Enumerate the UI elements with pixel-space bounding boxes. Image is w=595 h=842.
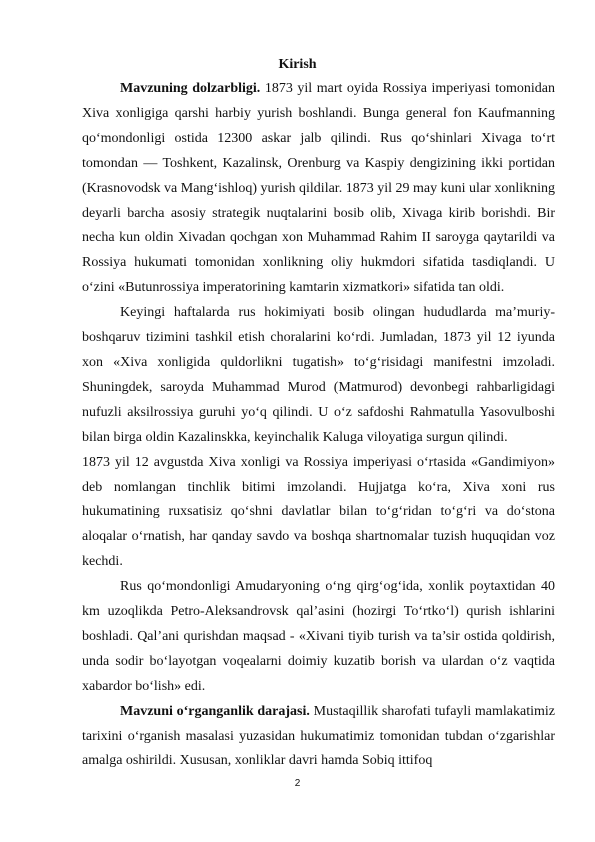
paragraph-study-level [82,700,555,775]
paragraph-text: 1873 yil mart oyida Rossiya imperiyasi tomonidan Xiva xonligiga qarshi harbiy yurish boshlandi. Bunga general fon Kaufmanning qo‘mondonligi ostida 12300 askar jalb qilindi. Rus qo‘shinlari Xivaga to‘rt tomondan — Toshkent, Kazalinsk, Orenburg va Kaspiy dengizining ikki portidan (Krasnovodsk va Mang‘ishloq) yurish qildilar. 1873 yil 29 may kuni ular xonlikning deyarli barcha asosiy strategik nuqtalarini bosib olib, Xivaga kirib borishdi. Bir necha kun oldin Xivadan qochgan xon Muhammad Rahim II saroyga qaytarildi va Rossiya hukumati tomonidan xonlikning oliy hukmdori sifatida tasdiqlandi. U o‘zini «Butunrossiya imperatorining kamtarin xizmatkori» sifatida tan oldi. [82,81,556,296]
body-text [82,77,555,774]
paragraph-administration [82,301,555,450]
paragraph-lead: Mavzuni o‘rganganlik darajasi. [120,703,310,719]
paragraph-fortress [82,575,555,700]
page-number: 2 [294,778,301,789]
paragraph-text: Mustaqillik sharofati tufayli mamlakatimiz tarixini o‘rganish masalasi yuzasidan hukumatimiz tomonidan tubdan o‘zgarishlar amalga oshirildi. Xususan, xonliklar davri hamda Sobiq ittifoq [82,703,556,769]
paragraph-lead: Mavzuning dolzarbligi. [120,81,261,96]
paragraph-text: Keyingi haftalarda rus hokimiyati bosib olingan hududlarda ma’muriy-boshqaruv tizimini tashkil etish choralarini ko‘rdi. Jumladan, 1873 yil 12 iyunda xon «Xiva xonligida quldorlikni tugatish» to‘g‘risidagi manifestni imzoladi. Shuningdek, saroyda Muhammad Murod (Matmurod) devonbegi rahbarligidagi nufuzli aksilrossiya guruhi yo‘q qilindi. U o‘z safdoshi Rahmatulla Yasovulboshi bilan birga oldin Kazalinskka, keyinchalik Kaluga viloyatiga surgun qilindi. [82,305,555,445]
paragraph-treaty [82,451,555,576]
paragraph-text: 1873 yil 12 avgustda Xiva xonligi va Rossiya imperiyasi o‘rtasida «Gandimiyon» deb nomlangan tinchlik bitimi imzolandi. Hujjatga ko‘ra, Xiva xoni rus hukumatining ruxsatisiz qo‘shni davlatlar bilan to‘g‘ridan to‘g‘ri va do‘stona aloqalar o‘rnatish, har qanday savdo va boshqa shartnomalar tuzish huquqidan voz kechdi. [82,454,555,570]
paragraph-relevance [82,77,555,301]
section-heading: Kirish [278,57,317,72]
paragraph-text: Rus qo‘mondonligi Amudaryoning o‘ng qirg‘og‘ida, xonlik poytaxtidan 40 km uzoqlikda Petro-Aleksandrovsk qal’asini (hozirgi To‘rtko‘l) qurish ishlarini boshladi. Qal’ani qurishdan maqsad - «Xivani tiyib turish va ta’sir ostida qoldirish, unda sodir bo‘layotgan voqealarni doimiy kuzatib borish va ulardan o‘z vaqtida xabardor bo‘lish» edi. [82,579,555,694]
